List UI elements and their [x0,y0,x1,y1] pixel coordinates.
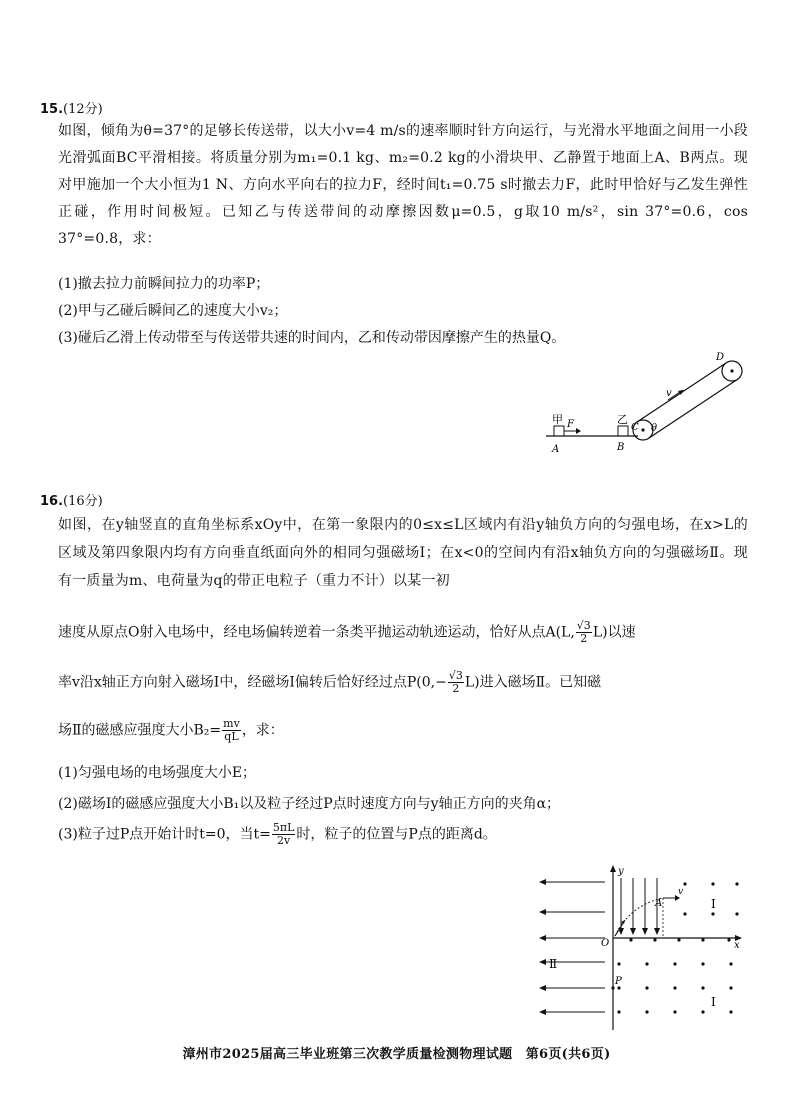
label-theta: θ [651,423,658,434]
fraction: $\frac{mv}{qL}$ [223,717,240,743]
field-1-dot [645,1010,648,1013]
field-2-arrowhead [539,985,546,991]
y-axis-arrowhead [610,865,616,872]
field-1-dot [711,912,714,915]
question-16-header [40,490,103,509]
field-2-arrowhead [539,879,546,885]
label-y: y [618,866,624,877]
text-segment: (3)粒子过P点开始计时t=0，当t= [58,826,271,843]
field-1-dot [727,938,730,941]
field-1-dot [701,986,704,989]
block-jia [554,426,564,436]
belt-bottom [649,379,738,438]
field-markings [539,878,739,1015]
question-16-intro: 如图，在y轴竖直的直角坐标系xOy中，在第一象限内的0≤x≤L区域内有沿y轴负方向的匀强电场，在x>L的区域及第四象限内均有方向垂直纸面向外的相同匀强磁场Ⅰ；在x<0的空间内有沿x轴负方向的匀强磁场Ⅱ。现有一质量为m、电荷量为q的带正电粒子（重力不计）以某一初 [58,517,748,589]
electric-field-arrowhead [630,928,636,935]
question-15-part-1: (1)撤去拉力前瞬间拉力的功率P； [58,276,270,292]
field-1-dot [701,938,704,941]
question-number: 16. [40,494,64,509]
field-1-dot [673,986,676,989]
question-15-header [40,98,103,117]
fraction: $\frac{√3}{2}$ [576,619,591,645]
field-1-dot [701,962,704,965]
field-2-arrowhead [539,909,546,915]
question-16-line-5 [58,670,601,695]
text-segment: 时，粒子的位置与P点的距离d。 [296,826,497,843]
field-1-dot [645,962,648,965]
label-v: v [666,388,672,399]
field-1-dot [729,962,732,965]
field-1-dot [617,1010,620,1013]
field-1-dot [673,962,676,965]
question-16-part-2: (2)磁场Ⅰ的磁感应强度大小B₁以及粒子经过P点时速度方向与y轴正方向的夹角α； [58,796,561,812]
field-1-dot [673,1010,676,1013]
field-1-dot [683,912,686,915]
page-footer: 漳州市2025届高三毕业班第三次教学质量检测物理试题 第6页(共6页) [182,1047,611,1062]
field-1-dot [711,882,714,885]
text-segment: L)进入磁场Ⅱ。已知磁 [464,674,602,691]
conveyor-figure [540,350,750,460]
label-D: D [716,352,725,363]
question-points: (12分) [63,102,103,117]
lower-pulley-axle [641,428,644,431]
label-O: O [601,938,610,949]
question-number: 15. [40,102,64,117]
field-1-dot [677,938,680,941]
text-segment: 速度从原点O射入电场中，经电场偏转逆着一条类平抛运动轨迹运动，恰好从点A(L, [58,624,575,641]
text-segment: ，求： [241,722,284,739]
field-1-dot [735,882,738,885]
field-1-dot [653,938,656,941]
label-jia: 甲 [552,413,563,426]
question-15-intro: 如图，倾角为θ=37°的足够长传送带，以大小v=4 m/s的速率顺时针方向运行，与光滑水平地面之间用一小段光滑弧面BC平滑相接。将质量分别为m₁=0.1 kg、m₂=0.2 kg的小滑块甲、乙静置于地面上A、B两点。现对甲施加一个大小恒为1 N、方向水平向右的拉力F，经时间t₁=0.75 s时撤去力F，此时甲恰好与乙发生弹性正碰，作用时间极短。已知乙与传送带间的动摩擦因数μ=0.5，g取10 m/s²，sin 37°=0.6，cos 37°=0.8，求： [58,123,748,247]
label-B: B [617,442,625,453]
field-1-dot [683,882,686,885]
field-1-dot [729,1010,732,1013]
field-2-arrowhead [539,959,546,965]
force-arrowhead [576,428,581,434]
label-A: A [552,444,560,455]
text-segment: 率v沿x轴正方向射入磁场Ⅰ中，经磁场Ⅰ偏转后恰好经过点P(0,− [58,674,447,691]
field-2-arrowhead [539,935,546,941]
label-v: v [678,887,684,897]
question-16-line-4 [58,620,636,645]
question-16-part-3 [58,822,497,847]
question-16-line-6 [58,718,284,743]
question-15-part-3: (3)碰后乙滑上传动带至与传送带共速的时间内，乙和传动带因摩擦产生的热量Q。 [58,330,566,346]
fraction: $\frac{5\pi L}{2v}$ [272,821,295,847]
text-segment: L)以速 [592,624,636,641]
label-P: P [615,976,622,987]
field-1-dot [629,938,632,941]
label-region-1-top: Ⅰ [711,897,716,911]
question-16-part-1: (1)匀强电场的电场强度大小E； [58,765,257,781]
electric-field-arrowhead [654,928,660,935]
label-x: x [734,940,740,951]
label-yi: 乙 [617,413,628,426]
field-1-dot [645,986,648,989]
label-region-1-bottom: Ⅰ [711,995,716,1009]
electric-field-arrowhead [642,928,648,935]
fraction: $\frac{√3}{2}$ [448,669,463,695]
upper-pulley-axle [730,369,733,372]
label-region-2: Ⅱ [549,957,558,971]
block-yi [618,426,628,436]
field-1-dot [735,912,738,915]
label-F: F [567,419,574,430]
question-15-part-2: (2)甲与乙碰后瞬间乙的速度大小v₂； [58,303,288,319]
field-2-arrowhead [539,1009,546,1015]
field-1-dot [617,962,620,965]
text-segment: 场Ⅱ的磁感应强度大小B₂= [58,722,222,739]
question-points: (16分) [63,494,103,509]
field-figure [535,860,750,1035]
field-1-dot [729,986,732,989]
field-1-dot [701,1010,704,1013]
label-C: C [631,422,639,433]
label-A: A [655,898,663,909]
